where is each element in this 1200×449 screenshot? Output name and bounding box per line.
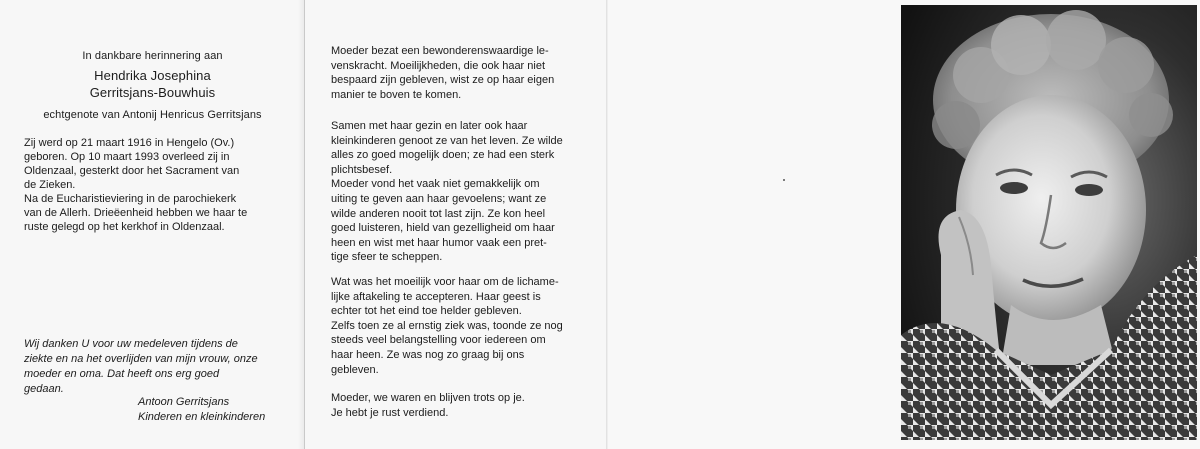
text-line: lijke aftakeling te accepteren. Haar geest is [331,290,541,303]
deceased-name-first: Hendrika Josephina [94,68,211,83]
thanks-line: Wij danken U voor uw medeleven tijdens de [24,338,238,350]
biography [24,136,286,234]
text-line: haar heen. Ze was nog zo graag bij ons [331,348,525,361]
text-line: uiting te geven aan haar gevoelens; want ze [331,192,547,205]
signature-family: Kinderen en kleinkinderen [138,411,266,423]
text-line: Moeder, we waren en blijven trots op je. [331,392,525,404]
text-line: bespaard zijn gebleven, wist ze op haar eigen [331,74,555,87]
bio-line: ruste gelegd op het kerkhof in Oldenzaal. [24,221,225,233]
bio-line: Zij werd op 21 maart 1916 in Hengelo (Ov.) [24,137,235,149]
text-line: echter tot het eind toe helder gebleven. [331,305,522,318]
text-line: venskracht. Moeilijkheden, die ook haar niet [331,59,546,72]
text-line: plichtsbesef. [331,163,393,176]
intro-text: In dankbare herinnering aan [82,50,223,62]
text-line: kleinkinderen genoot ze van het leven. Ze wilde [331,134,563,147]
text-line: Wat was het moeilijk voor haar om de lichame- [331,276,559,288]
thank-you-note [24,337,286,397]
text-line: alles zo goed mogelijk doen; ze had een sterk [331,149,555,162]
text-line: tige sfeer te scheppen. [331,251,443,264]
text-line: manier te boven te komen. [331,88,462,101]
thanks-line: moeder en oma. Dat heeft ons erg goed [24,368,220,380]
speck [783,179,785,181]
paragraph-strength [331,44,579,102]
bio-line: geboren. Op 10 maart 1993 overleed zij in [24,151,230,163]
paragraph-illness [331,275,579,377]
bio-line: Na de Eucharistieviering in de parochiekerk [24,193,237,205]
paragraph-closing [331,391,579,420]
left-panel [0,0,305,449]
paragraph-family [331,119,579,265]
text-line: wilde anderen nooit tot last zijn. Ze kon heel [331,207,546,220]
portrait-photo [901,5,1197,440]
text-line: Moeder vond het vaak niet gemakkelijk om [331,178,540,191]
signature-name: Antoon Gerritsjans [138,396,230,408]
text-line: Je hebt je rust verdiend. [331,406,449,419]
portrait-illustration [901,5,1197,440]
text-line: heen en wist met haar humor vaak een pret- [331,236,547,249]
spouse-text: echtgenote van Antonij Henricus Gerritsjans [43,109,262,121]
thanks-line: gedaan. [24,383,64,395]
text-line: Samen met haar gezin en later ook haar [331,120,528,132]
bio-line: de Zieken. [24,179,76,191]
text-line: steeds veel belangstelling voor iedereen om [331,334,546,347]
text-line: gebleven. [331,363,379,376]
text-line: goed luisteren, hield van gezelligheid om haar [331,222,555,235]
bio-line: van de Allerh. Drieëenheid hebben we haar te [24,207,248,219]
text-line: Moeder bezat een bewonderenswaardige le- [331,45,549,57]
deceased-name-last: Gerritsjans-Bouwhuis [89,85,216,100]
bio-line: Oldenzaal, gesterkt door het Sacrament van [24,165,240,177]
thanks-line: ziekte en na het overlijden van mijn vrouw, onze [24,353,258,365]
text-line: Zelfs toen ze al ernstig ziek was, toonde ze nog [331,319,563,332]
